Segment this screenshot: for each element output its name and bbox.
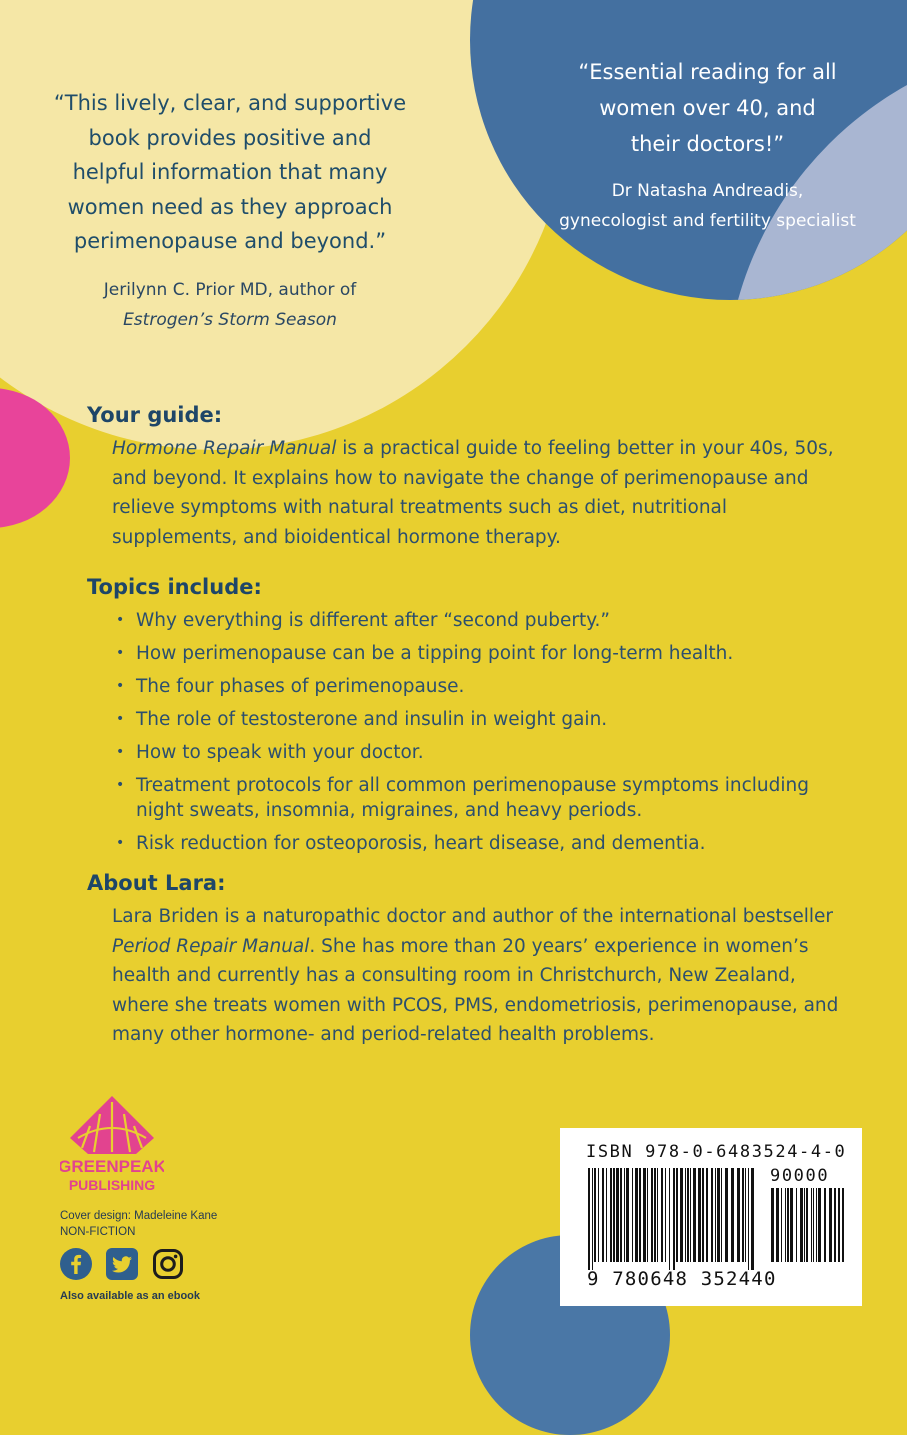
barcode-bar xyxy=(785,1188,786,1262)
topic-text: Why everything is different after “second puberty.” xyxy=(136,610,611,631)
barcode-bar xyxy=(687,1168,689,1262)
barcode-bar xyxy=(829,1188,832,1262)
barcode-bar xyxy=(748,1168,749,1270)
quote-line: helpful information that many xyxy=(72,160,388,185)
barcode-bar xyxy=(624,1168,625,1262)
list-item: • How perimenopause can be a tipping point for long-term health. xyxy=(116,643,734,664)
barcode-bar xyxy=(745,1168,746,1262)
barcode-bar xyxy=(588,1168,590,1270)
publisher-name-line2: PUBLISHING xyxy=(68,1177,156,1193)
about-body-end: . She has more than 20 years’ experience in women’s health and currently has a consulting room in Christchurch, New Zealand, where she treats women with PCOS, PMS, endometriosis, perimenopause, and many other hormone- and period-related health problems. xyxy=(112,935,839,1045)
quote-line: perimenopause and beyond.” xyxy=(73,229,387,254)
barcode-bar xyxy=(838,1188,840,1262)
quote-line: “This lively, clear, and supportive xyxy=(53,91,407,115)
isbn-label: ISBN 978-0-6483524-4-0 xyxy=(586,1142,847,1162)
barcode-bar xyxy=(711,1168,713,1262)
barcode-bar xyxy=(598,1168,599,1262)
barcode-bar xyxy=(818,1188,821,1262)
barcode-bar xyxy=(715,1168,716,1262)
barcode-bar xyxy=(613,1168,615,1262)
barcode-bar xyxy=(811,1188,812,1262)
barcode-bar xyxy=(725,1168,728,1262)
barcode-bar xyxy=(610,1168,612,1262)
price-code: 90000 xyxy=(770,1166,830,1186)
topics-heading: Topics include: xyxy=(87,575,262,599)
barcode-bar xyxy=(842,1188,844,1262)
your-guide-body: is a practical guide to feeling better in your 40s, 50s, and beyond. It explains how to navigate the change of perimenopause and relieve symptoms with natural treatments such as diet, nutritional supplements, and bioidentical hormone therapy. xyxy=(112,438,834,548)
topics-list xyxy=(112,608,847,856)
your-guide-heading: Your guide: xyxy=(87,403,223,427)
barcode-bar xyxy=(706,1168,708,1262)
publisher-logo xyxy=(60,1094,164,1198)
ean-digits: 9 780648 352440 xyxy=(587,1268,777,1290)
isbn-barcode xyxy=(560,1128,862,1306)
barcode-bar xyxy=(632,1168,633,1262)
about-heading: About Lara: xyxy=(87,871,226,895)
barcode-bar xyxy=(771,1188,774,1262)
barcode-bar xyxy=(796,1188,797,1262)
instagram-icon[interactable] xyxy=(152,1248,184,1280)
barcode-bar xyxy=(665,1168,666,1262)
attribution-role: gynecologist and fertility specialist xyxy=(559,211,856,231)
barcode-bar xyxy=(626,1168,629,1262)
barcode-bar xyxy=(776,1188,779,1262)
barcode-bar xyxy=(602,1168,604,1262)
barcode-bar xyxy=(676,1168,678,1262)
barcode-bar xyxy=(651,1168,653,1262)
barcode-bar xyxy=(751,1168,754,1270)
barcode-bar xyxy=(592,1168,593,1270)
quote-left xyxy=(40,86,420,335)
attribution-name: Dr Natasha Andreadis, xyxy=(611,181,804,201)
barcode-bar xyxy=(800,1188,803,1262)
barcode-bar xyxy=(657,1168,658,1262)
facebook-icon[interactable] xyxy=(60,1248,92,1280)
barcode-bar xyxy=(680,1168,683,1262)
list-item: • How to speak with your doctor. xyxy=(116,742,424,763)
barcode-bar xyxy=(594,1168,596,1262)
topic-text: Treatment protocols for all common perimenopause symptoms including night sweats, insomnia, migraines, and heavy periods. xyxy=(136,775,810,821)
quote-line: their doctors!” xyxy=(630,132,785,156)
barcode-bar xyxy=(690,1168,691,1262)
book-title: Period Repair Manual xyxy=(112,935,310,957)
list-item: • Risk reduction for osteoporosis, heart disease, and dementia. xyxy=(116,833,706,854)
barcode-bar xyxy=(616,1168,619,1262)
barcode-bar xyxy=(787,1188,789,1262)
about-text xyxy=(112,902,847,1050)
barcode-bar xyxy=(639,1168,641,1262)
topic-text: The four phases of perimenopause. xyxy=(136,676,465,697)
barcode-bar xyxy=(721,1168,722,1262)
barcode-bar xyxy=(804,1188,805,1262)
barcode-bar xyxy=(643,1168,646,1262)
quote-left-text xyxy=(40,86,420,259)
barcode-bar xyxy=(737,1168,740,1262)
quote-line: “Essential reading for all xyxy=(578,60,837,84)
attribution-name: Jerilynn C. Prior MD, author of xyxy=(103,279,357,300)
about-body-start: Lara Briden is a naturopathic doctor and author of the international bestseller xyxy=(112,906,834,927)
quote-right-text xyxy=(520,54,895,162)
barcode-bar xyxy=(669,1168,670,1270)
barcode-bar xyxy=(698,1168,701,1262)
barcode-bar xyxy=(635,1168,638,1262)
list-item: • Treatment protocols for all common perimenopause symptoms including night sweats, insomnia, migraines, and heavy periods. xyxy=(116,775,810,821)
twitter-icon[interactable] xyxy=(106,1248,138,1280)
barcode-bar xyxy=(731,1168,734,1262)
quote-line: women need as they approach xyxy=(67,194,393,219)
barcode-bar xyxy=(702,1168,704,1262)
barcode-bar xyxy=(813,1188,814,1262)
barcode-bar xyxy=(824,1188,826,1262)
list-item: • Why everything is different after “second puberty.” xyxy=(116,610,611,631)
quote-right-attribution xyxy=(520,176,895,236)
barcode-addon-bars xyxy=(769,1188,847,1270)
description-body xyxy=(87,400,847,1050)
topic-text: The role of testosterone and insulin in weight gain. xyxy=(136,709,608,730)
barcode-bar xyxy=(742,1168,744,1262)
credits xyxy=(60,1208,217,1240)
publisher-name-line1: GREENPEAK xyxy=(60,1157,164,1176)
category-label: NON-FICTION xyxy=(60,1226,136,1238)
barcode-bar xyxy=(685,1168,686,1262)
topic-text: How perimenopause can be a tipping point for long-term health. xyxy=(136,643,734,664)
barcode-bar xyxy=(806,1188,808,1262)
barcode-bar xyxy=(790,1188,793,1262)
your-guide-text xyxy=(112,434,847,552)
peak-icon xyxy=(60,1094,164,1194)
barcode-bar xyxy=(661,1168,663,1262)
attribution-book: Estrogen’s Storm Season xyxy=(123,309,337,330)
barcode-bar xyxy=(717,1168,720,1262)
barcode-bar xyxy=(606,1168,607,1262)
list-item: • The role of testosterone and insulin in weight gain. xyxy=(116,709,608,730)
topic-text: How to speak with your doctor. xyxy=(136,742,424,763)
book-title: Hormone Repair Manual xyxy=(112,438,337,459)
barcode-bars xyxy=(586,1168,756,1270)
barcode-bar xyxy=(620,1168,622,1262)
barcode-bar xyxy=(816,1188,817,1262)
barcode-bar xyxy=(693,1168,696,1262)
topic-text: Risk reduction for osteoporosis, heart disease, and dementia. xyxy=(136,833,706,854)
cover-design-credit: Cover design: Madeleine Kane xyxy=(60,1210,218,1222)
barcode-bar xyxy=(834,1188,836,1262)
barcode-bar xyxy=(647,1168,648,1262)
list-item: • The four phases of perimenopause. xyxy=(116,676,465,697)
quote-right xyxy=(520,54,895,236)
barcode-bar xyxy=(654,1168,656,1262)
quote-line: book provides positive and xyxy=(88,125,372,150)
quote-left-attribution xyxy=(40,275,420,335)
quote-line: women over 40, and xyxy=(599,96,816,120)
social-icons xyxy=(60,1248,193,1280)
ebook-note: Also available as an ebook xyxy=(60,1290,201,1302)
barcode-bar xyxy=(781,1188,782,1262)
barcode-bar xyxy=(673,1168,675,1270)
